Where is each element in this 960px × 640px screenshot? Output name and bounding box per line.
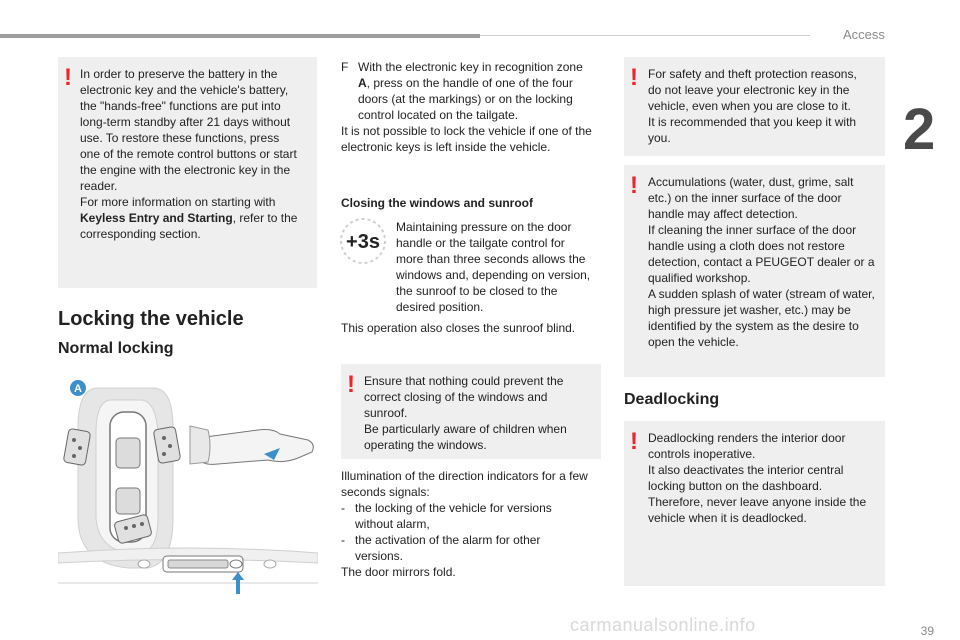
heading-locking-vehicle: Locking the vehicle	[58, 308, 244, 330]
warning-text-deadlocking: Deadlocking renders the interior door controls inoperative. It also deactivates the interior central locking button on the dashboard. Therefore, never leave anyone inside the vehicle when it is deadlocked.	[648, 431, 867, 525]
warning-text-detection: Accumulations (water, dust, grime, salt etc.) on the inner surface of the door handle may affect detection. If cleaning the inner surface of the door handle using a cloth does not restore detection, contact a PEUGEOT dealer or a qualified workshop. A sudden splash of water (stream of water, high pressure jet washer, etc.) may be identified by the system as the desire to open the vehicle.	[648, 175, 875, 349]
chapter-number: 2	[903, 97, 936, 162]
windows-description: Maintaining pressure on the door handle or the tailgate control for more than three seconds allows the windows and, depending on version, the sunroof to be closed to the desired position.	[396, 220, 591, 314]
section-title: Access	[843, 27, 885, 42]
heading-deadlocking: Deadlocking	[624, 391, 720, 408]
svg-text:+3s: +3s	[346, 231, 380, 253]
warning-icon: !	[630, 172, 638, 199]
list-item: - the activation of the alarm for other versions.	[341, 533, 541, 563]
warning-icon: !	[347, 371, 355, 398]
watermark: carmanualsonline.info	[570, 615, 756, 635]
step-marker: F	[341, 60, 349, 74]
zone-label: A	[358, 76, 367, 90]
warning-text-battery: In order to preserve the battery in the electronic key and the vehicle's battery, the "hands-free" functions are put into long-term standby after 21 days without use. To restore these functions, press one of the remote control buttons or start the engine with the electronic key in the reader. For more information on starting with Keyless Entry and Starting, refer to the corresponding section.	[80, 67, 298, 241]
cross-reference: Keyless Entry and Starting	[80, 211, 233, 225]
heading-normal-locking: Normal locking	[58, 340, 174, 357]
warning-icon: !	[64, 64, 72, 91]
header-rule	[0, 34, 480, 38]
paragraph-key-inside: It is not possible to lock the vehicle if one of the electronic keys is left inside the vehicle.	[341, 124, 592, 154]
page-number: 39	[920, 624, 934, 638]
warning-text-windows: Ensure that nothing could prevent the correct closing of the windows and sunroof. Be particularly aware of children when operating the windows.	[364, 374, 567, 452]
step-locking: F With the electronic key in recognition zone A, press on the handle of one of the four doors (at the markings) or on the locking control located on the tailgate.	[341, 60, 583, 122]
plus-3s-icon	[339, 217, 387, 265]
warning-icon: !	[630, 428, 638, 455]
heading-windows-sunroof: Closing the windows and sunroof	[341, 196, 533, 210]
warning-icon: !	[630, 64, 638, 91]
paragraph-sunroof-blind: This operation also closes the sunroof blind.	[341, 321, 576, 335]
list-item: - the locking of the vehicle for versions without alarm,	[341, 501, 552, 531]
warning-text-safety: For safety and theft protection reasons, do not leave your electronic key in the vehicle, even when you are close to it. It is recommended that you keep it with you.	[648, 67, 857, 145]
figure-label-a: A	[74, 383, 82, 395]
paragraph-indicators: Illumination of the direction indicators for a few seconds signals: - the locking of the vehicle for versions without alarm, - the activation of the alarm for other versions. The door mirrors fold.	[341, 468, 606, 580]
locking-illustration	[58, 368, 318, 596]
header-rule-light	[480, 35, 810, 36]
